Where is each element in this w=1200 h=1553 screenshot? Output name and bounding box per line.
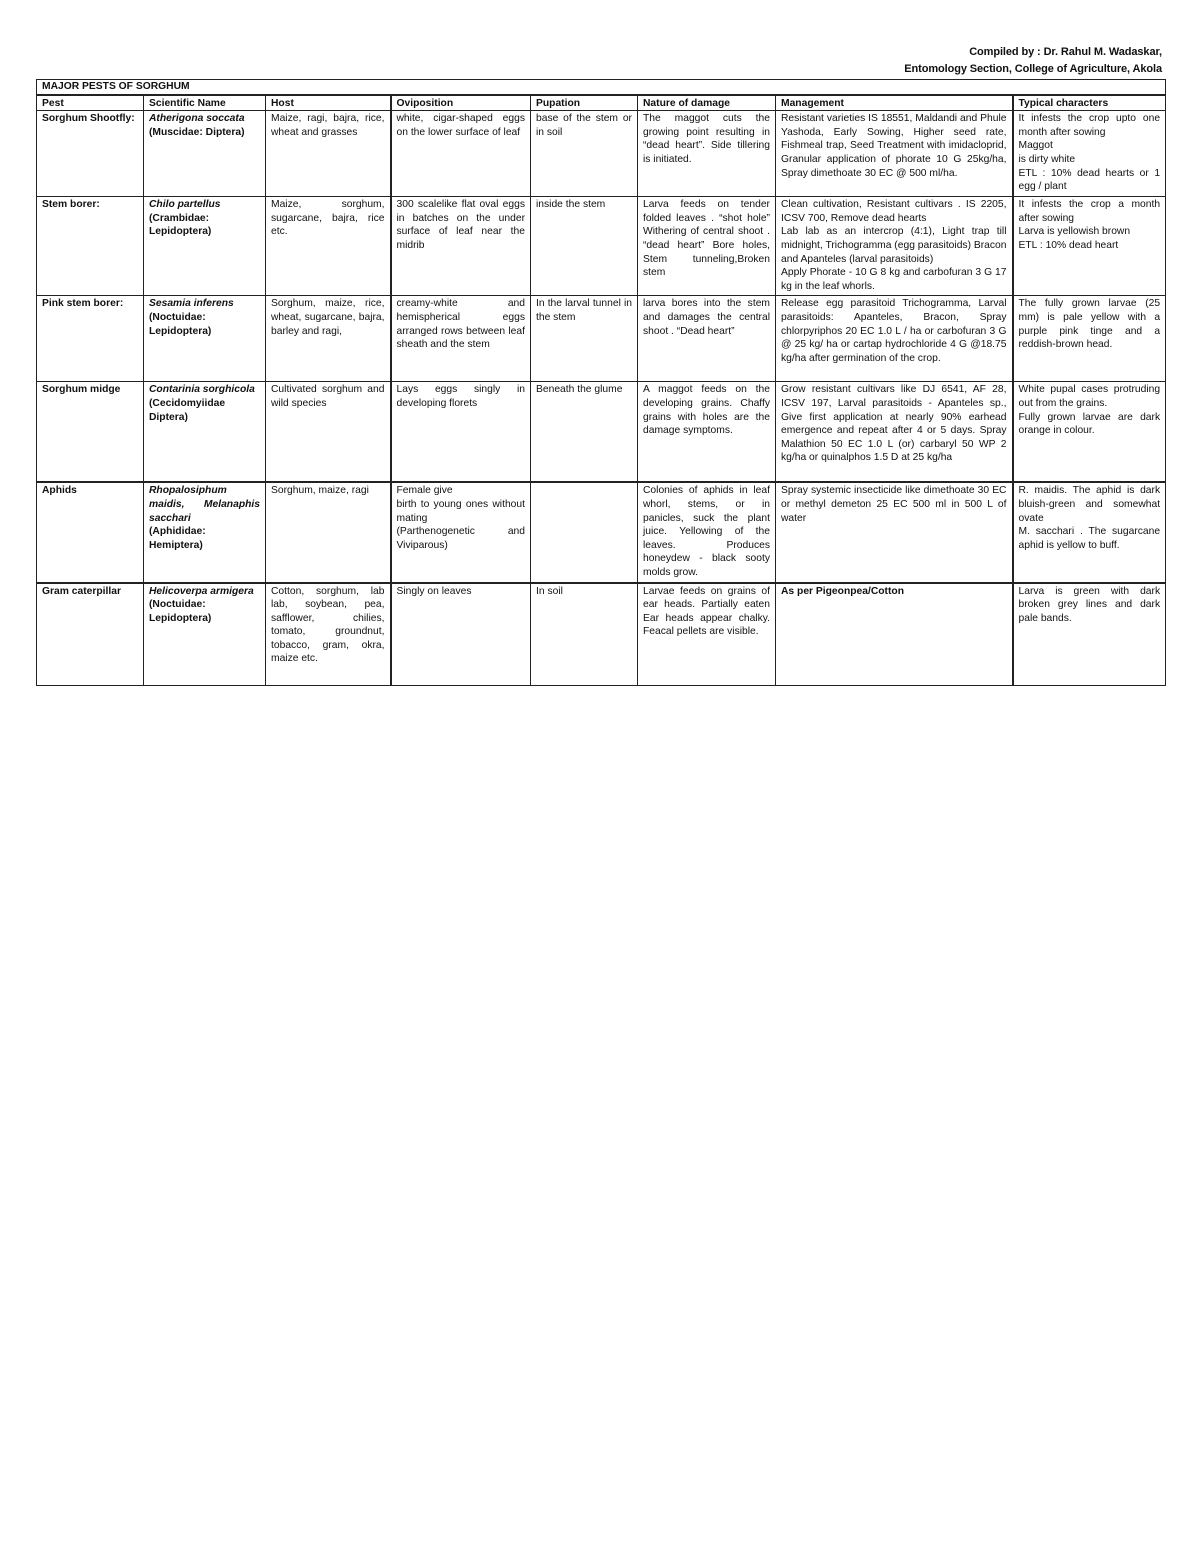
pest-cell: Sorghum midge xyxy=(37,382,144,483)
pupation-cell: Beneath the glume xyxy=(531,382,638,483)
column-header: Nature of damage xyxy=(638,95,776,111)
management-cell: Grow resistant cultivars like DJ 6541, AF 28, ICSV 197, Larval parasitoids - Apanteles sp., Give first application at nearly 90% earhead emergence and repeat after 4 or 5 days. Spray Malathion 50 EC 1.0 L (or) carbaryl 50 WP 2 kg/ha or quinalphos 1.5 D at 25 kg/ha xyxy=(776,382,1013,483)
damage-cell: Colonies of aphids in leaf whorl, stems, or in panicles, suck the plant juice. Yellowing of the leaves. Produces honeydew - black sooty molds grow. xyxy=(638,482,776,582)
compiled-by-author: Compiled by : Dr. Rahul M. Wadaskar, xyxy=(969,46,1162,58)
typical-characters-cell: It infests the crop upto one month after sowing Maggot is dirty white ETL : 10% dead hearts or 1 egg / plant xyxy=(1013,111,1166,197)
host-cell: Cultivated sorghum and wild species xyxy=(266,382,391,483)
scientific-name-cell: Sesamia inferens (Noctuidae: Lepidoptera) xyxy=(144,296,266,382)
table-row xyxy=(37,382,1166,483)
scientific-name-cell: Atherigona soccata (Muscidae: Diptera) xyxy=(144,111,266,197)
compiled-by-affiliation: Entomology Section, College of Agriculture, Akola xyxy=(904,63,1162,75)
table-row xyxy=(37,111,1166,197)
pupation-cell: In the larval tunnel in the stem xyxy=(531,296,638,382)
damage-cell: A maggot feeds on the developing grains. Chaffy grains with holes are the damage symptoms. xyxy=(638,382,776,483)
host-cell: Cotton, sorghum, lab lab, soybean, pea, safflower, chilies, tomato, groundnut, tobacco, gram, okra, maize etc. xyxy=(266,583,391,686)
table-row xyxy=(37,482,1166,582)
typical-characters-cell: R. maidis. The aphid is dark bluish-green and somewhat ovate M. sacchari . The sugarcane aphid is yellow to buff. xyxy=(1013,482,1166,582)
typical-characters-cell: Larva is green with dark broken grey lines and dark pale bands. xyxy=(1013,583,1166,686)
pests-table xyxy=(36,79,1166,686)
oviposition-cell: Female give birth to young ones without mating (Parthenogenetic and Viviparous) xyxy=(391,482,531,582)
table-caption: MAJOR PESTS OF SORGHUM xyxy=(37,80,1166,95)
scientific-name-cell: Contarinia sorghicola (Cecidomyiidae Diptera) xyxy=(144,382,266,483)
scientific-name-cell: Chilo partellus (Crambidae: Lepidoptera) xyxy=(144,197,266,296)
column-header: Typical characters xyxy=(1013,95,1166,111)
damage-cell: larva bores into the stem and damages the central shoot . “Dead heart” xyxy=(638,296,776,382)
column-header: Oviposition xyxy=(391,95,531,111)
host-cell: Maize, ragi, bajra, rice, wheat and grasses xyxy=(266,111,391,197)
oviposition-cell: 300 scalelike flat oval eggs in batches on the under surface of leaf near the midrib xyxy=(391,197,531,296)
column-header: Host xyxy=(266,95,391,111)
host-cell: Maize, sorghum, sugarcane, bajra, rice etc. xyxy=(266,197,391,296)
pupation-cell: In soil xyxy=(531,583,638,686)
typical-characters-cell: White pupal cases protruding out from the grains. Fully grown larvae are dark orange in colour. xyxy=(1013,382,1166,483)
oviposition-cell: white, cigar-shaped eggs on the lower surface of leaf xyxy=(391,111,531,197)
management-cell: Spray systemic insecticide like dimethoate 30 EC or methyl demeton 25 EC 500 ml in 500 L of water xyxy=(776,482,1013,582)
pest-cell: Aphids xyxy=(37,482,144,582)
oviposition-cell: Lays eggs singly in developing florets xyxy=(391,382,531,483)
pest-cell: Sorghum Shootfly: xyxy=(37,111,144,197)
compiled-by-block xyxy=(904,44,1162,78)
table-row xyxy=(37,197,1166,296)
pupation-cell xyxy=(531,482,638,582)
damage-cell: Larvae feeds on grains of ear heads. Partially eaten Ear heads appear chalky. Feacal pellets are visible. xyxy=(638,583,776,686)
table-caption-row xyxy=(37,80,1166,95)
column-header: Scientific Name xyxy=(144,95,266,111)
pest-cell: Gram caterpillar xyxy=(37,583,144,686)
pupation-cell: base of the stem or in soil xyxy=(531,111,638,197)
table-header-row xyxy=(37,95,1166,111)
column-header: Pest xyxy=(37,95,144,111)
management-cell: Release egg parasitoid Trichogramma, Larval parasitoids: Apanteles, Bracon, Spray chlorpyriphos 20 EC 1.0 L / ha or carbofuran 3 G @ 25 kg/ ha or cartap hydrochloride 4 G @18.75 kg/ha after germination of the crop. xyxy=(776,296,1013,382)
management-cell: As per Pigeonpea/Cotton xyxy=(776,583,1013,686)
table-row xyxy=(37,296,1166,382)
pest-cell: Pink stem borer: xyxy=(37,296,144,382)
oviposition-cell: creamy-white and hemispherical eggs arranged rows between leaf sheath and the stem xyxy=(391,296,531,382)
host-cell: Sorghum, maize, rice, wheat, sugarcane, bajra, barley and ragi, xyxy=(266,296,391,382)
damage-cell: Larva feeds on tender folded leaves . “shot hole” Withering of central shoot . “dead heart” Bore holes, Stem tunneling,Broken stem xyxy=(638,197,776,296)
pests-table-wrapper xyxy=(36,79,1165,686)
table-row xyxy=(37,583,1166,686)
management-cell: Resistant varieties IS 18551, Maldandi and Phule Yashoda, Early Sowing, Higher seed rate, Fishmeal trap, Seed Treatment with imidacloprid, Granular application of phorate 10 G 25kg/ha, Spray dimethoate 30 EC @ 500 ml/ha. xyxy=(776,111,1013,197)
pupation-cell: inside the stem xyxy=(531,197,638,296)
pest-cell: Stem borer: xyxy=(37,197,144,296)
damage-cell: The maggot cuts the growing point resulting in “dead heart”. Side tillering is initiated. xyxy=(638,111,776,197)
oviposition-cell: Singly on leaves xyxy=(391,583,531,686)
column-header: Pupation xyxy=(531,95,638,111)
host-cell: Sorghum, maize, ragi xyxy=(266,482,391,582)
column-header: Management xyxy=(776,95,1013,111)
scientific-name-cell: Helicoverpa armigera (Noctuidae: Lepidoptera) xyxy=(144,583,266,686)
management-cell: Clean cultivation, Resistant cultivars . IS 2205, ICSV 700, Remove dead hearts Lab lab as an intercrop (4:1), Light trap till midnight, Trichogramma (egg parasitoids) Bracon and Apanteles (larval parasitoids) Apply Phorate - 10 G 8 kg and carbofuran 3 G 17 kg in the leaf whorls. xyxy=(776,197,1013,296)
typical-characters-cell: The fully grown larvae (25 mm) is pale yellow with a purple pink tinge and a reddish-brown head. xyxy=(1013,296,1166,382)
typical-characters-cell: It infests the crop a month after sowing Larva is yellowish brown ETL : 10% dead heart xyxy=(1013,197,1166,296)
scientific-name-cell: Rhopalosiphum maidis, Melanaphis sacchari (Aphididae: Hemiptera) xyxy=(144,482,266,582)
